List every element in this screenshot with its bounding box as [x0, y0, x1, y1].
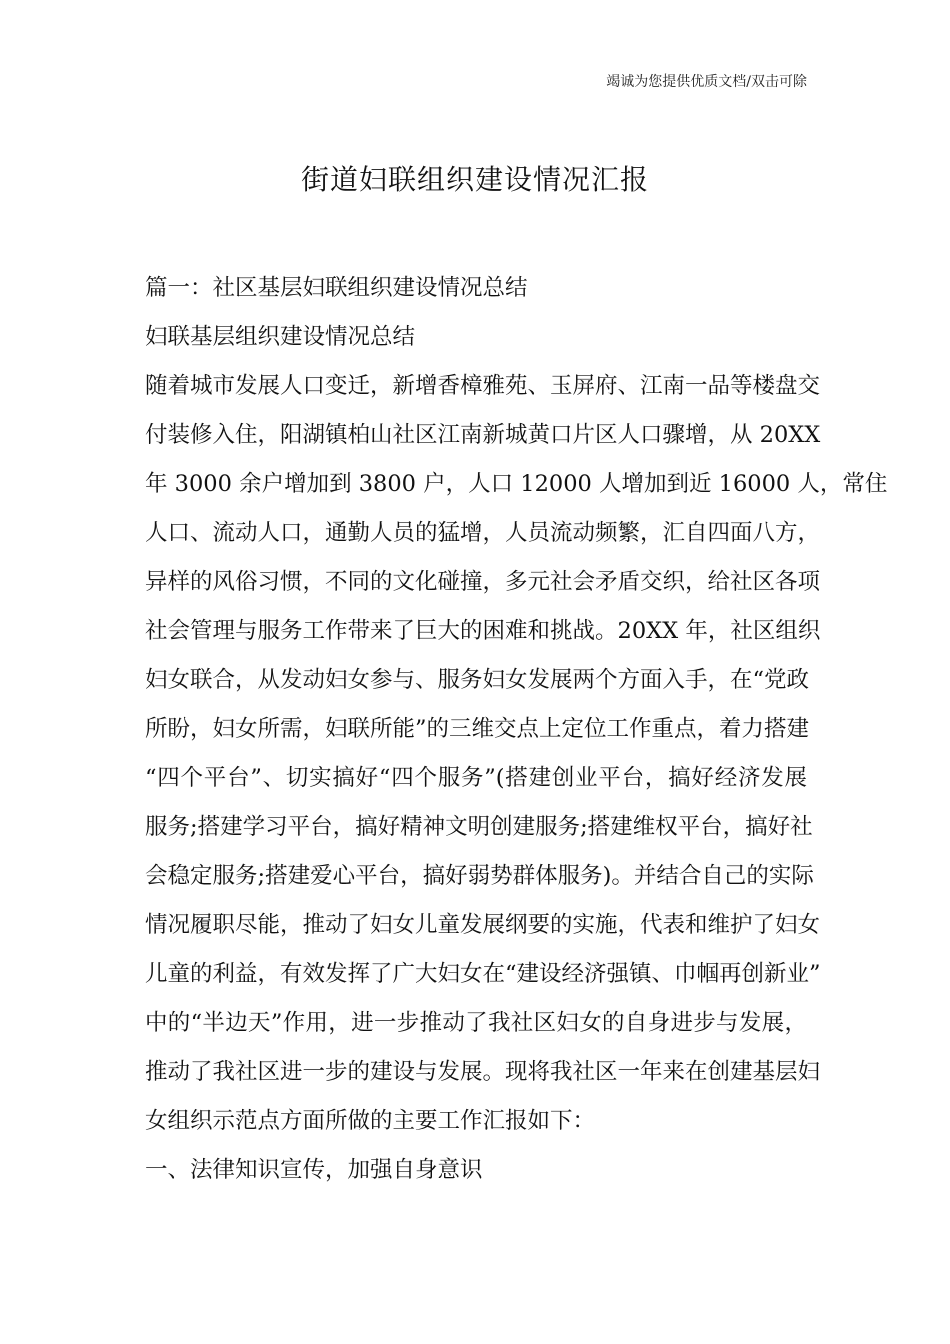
- header-note: 竭诚为您提供优质文档/双击可除: [606, 74, 807, 90]
- body-line: 服务;搭建学习平台，搞好精神文明创建服务;搭建维权平台，搞好社: [145, 814, 813, 840]
- body-line: 情况履职尽能，推动了妇女儿童发展纲要的实施，代表和维护了妇女: [145, 912, 821, 938]
- body-line: 年 3000 余户增加到 3800 户，人口 12000 人增加到近 16000 人，常住: [145, 471, 888, 497]
- document-body: [145, 264, 888, 1195]
- body-line: 社会管理与服务工作带来了巨大的困难和挑战。20XX 年，社区组织: [145, 618, 821, 644]
- section-heading: 一、法律知识宣传，加强自身意识: [145, 1157, 483, 1183]
- body-line: 异样的风俗习惯，不同的文化碰撞，多元社会矛盾交织，给社区各项: [145, 569, 821, 595]
- body-line: 推动了我社区进一步的建设与发展。现将我社区一年来在创建基层妇: [145, 1059, 821, 1085]
- subsection-heading: 妇联基层组织建设情况总结: [145, 324, 416, 350]
- section-heading: 篇一：社区基层妇联组织建设情况总结: [145, 275, 528, 301]
- body-line: 会稳定服务;搭建爱心平台，搞好弱势群体服务)。并结合自己的实际: [145, 863, 814, 889]
- body-line: “四个平台”、切实搞好“四个服务”(搭建创业平台，搞好经济发展: [145, 765, 807, 791]
- body-line: 中的“半边天”作用，进一步推动了我社区妇女的自身进步与发展，: [145, 1010, 807, 1036]
- document-title: 街道妇联组织建设情况汇报: [300, 163, 649, 196]
- body-line: 女组织示范点方面所做的主要工作汇报如下：: [145, 1108, 596, 1134]
- body-line: 人口、流动人口，通勤人员的猛增，人员流动频繁，汇自四面八方，: [145, 520, 821, 546]
- body-line: 付装修入住，阳湖镇柏山社区江南新城黄口片区人口骤增，从 20XX: [145, 422, 821, 448]
- body-line: 妇女联合，从发动妇女参与、服务妇女发展两个方面入手，在“党政: [145, 667, 810, 693]
- body-line: 随着城市发展人口变迁，新增香樟雅苑、玉屏府、江南一品等楼盘交: [145, 373, 821, 399]
- body-line: 儿童的利益，有效发挥了广大妇女在“建设经济强镇、巾帼再创新业”: [145, 961, 821, 987]
- body-line: 所盼，妇女所需，妇联所能”的三维交点上定位工作重点，着力搭建: [145, 716, 810, 742]
